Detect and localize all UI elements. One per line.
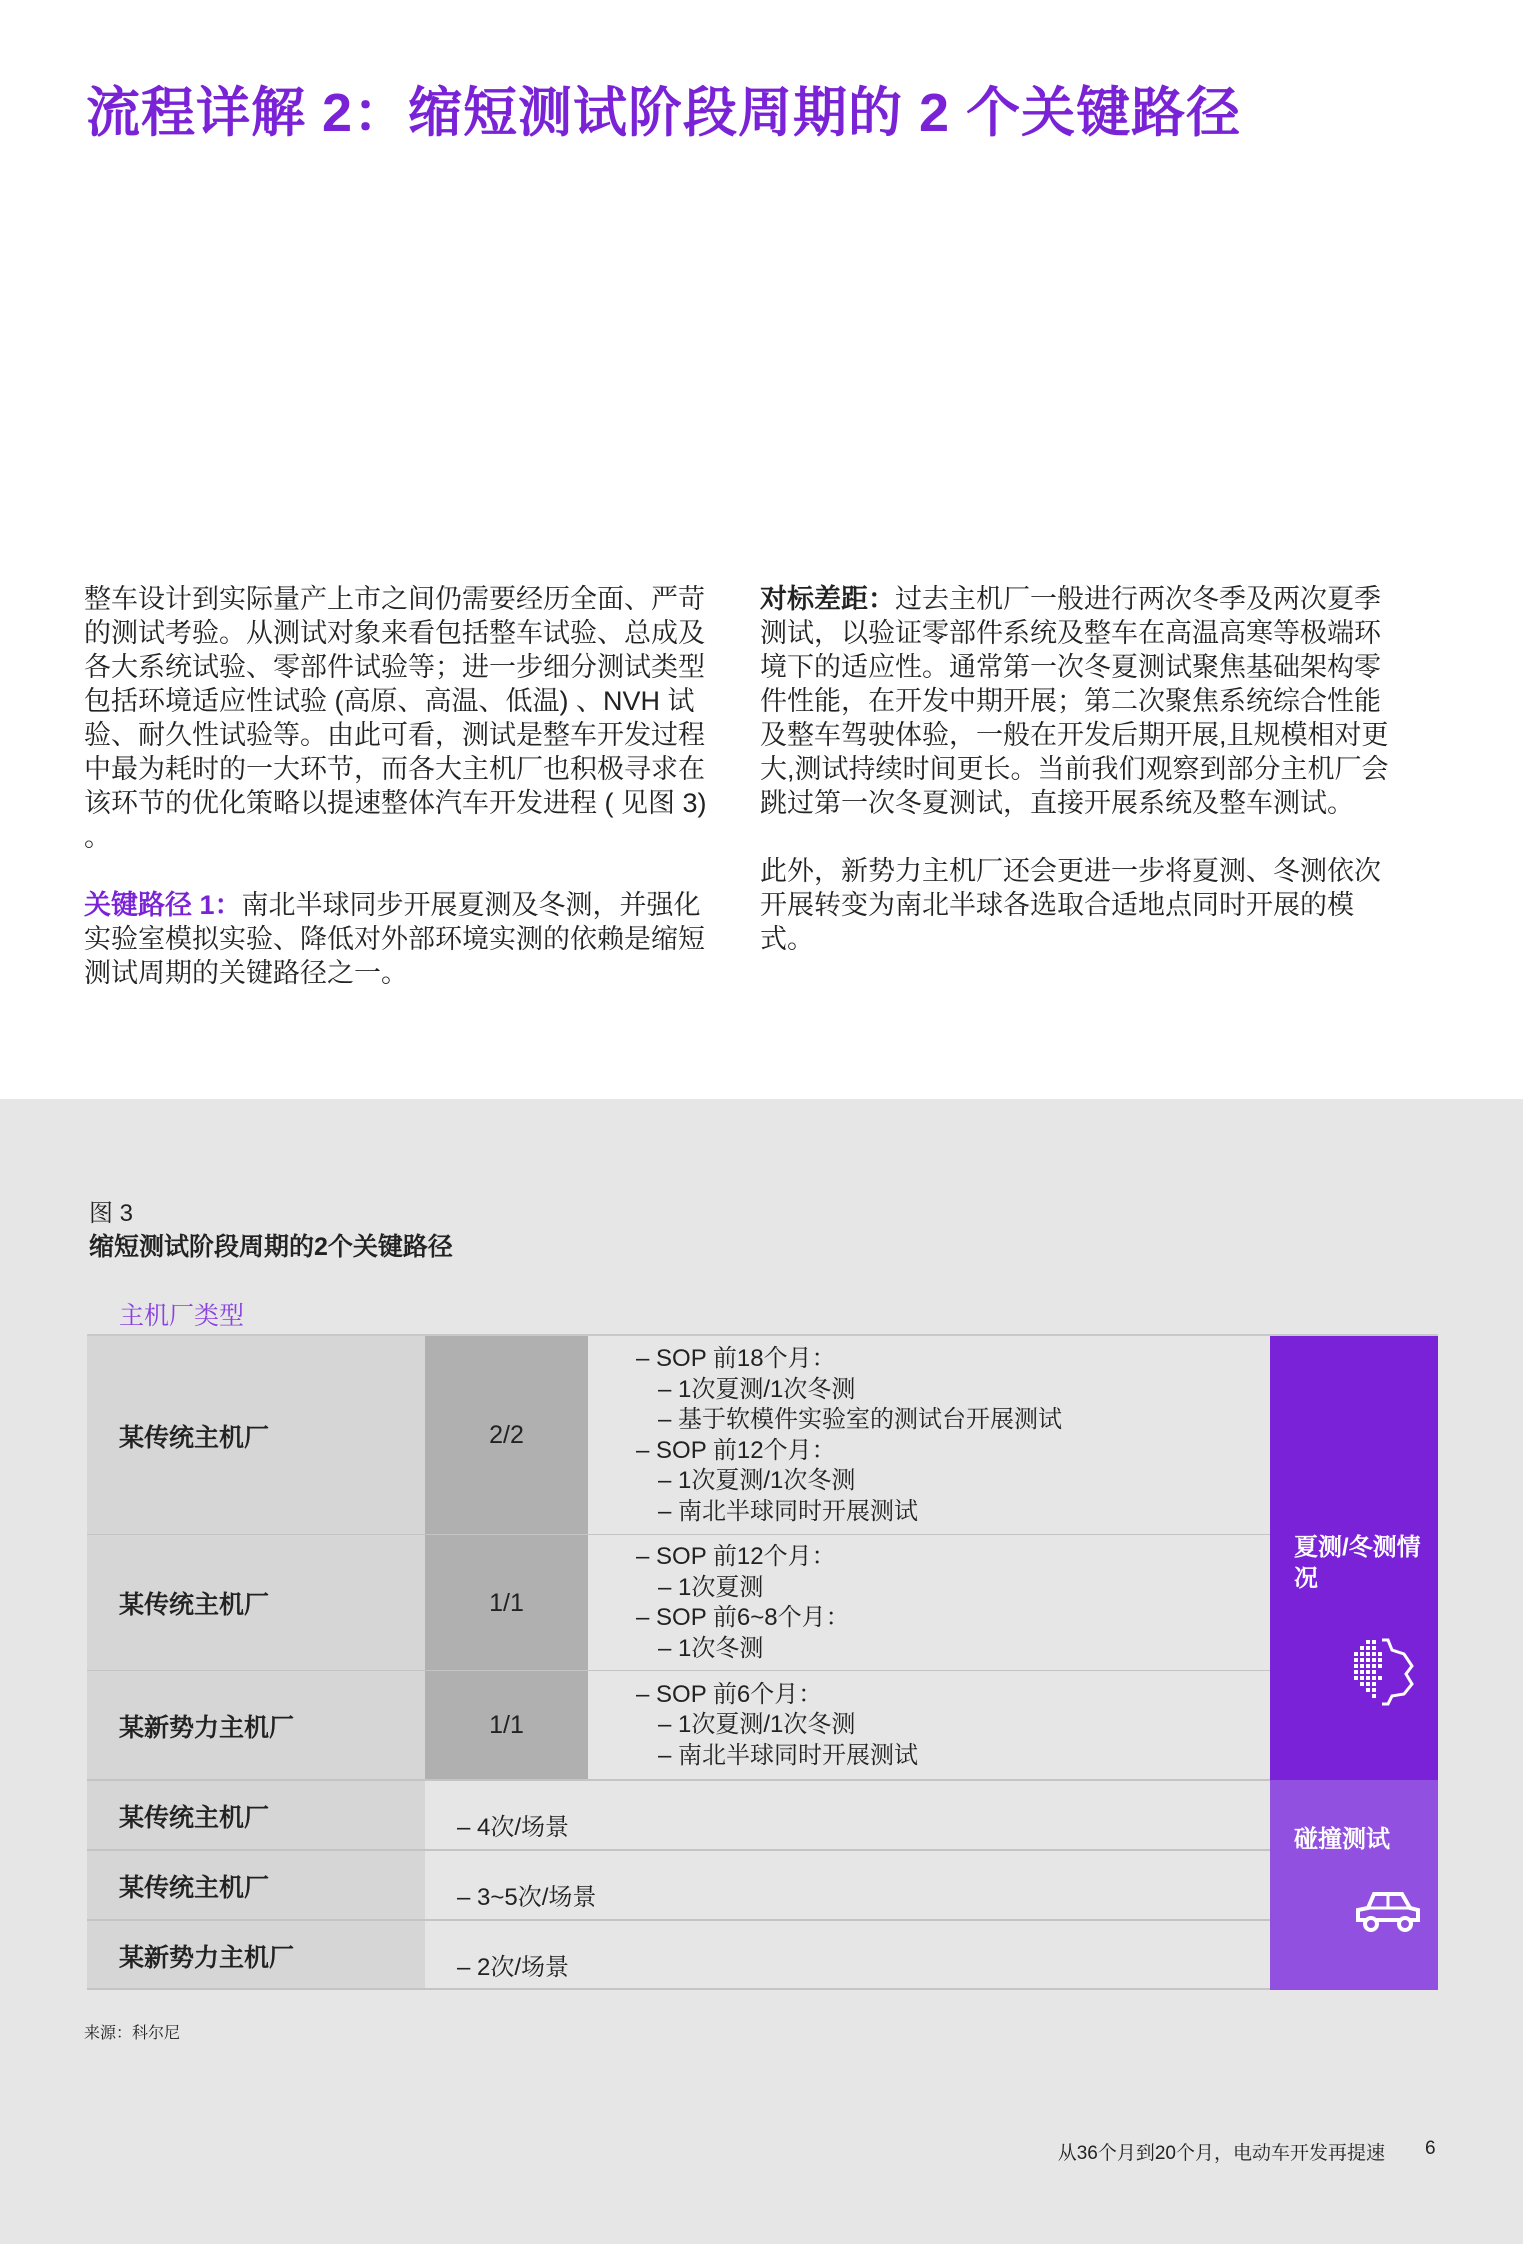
benchmark-paragraph [760, 582, 1400, 820]
test-ratio: 1/1 [425, 1535, 588, 1671]
detail-line: – 1次冬测 [658, 1634, 764, 1662]
detail-line: – 1次夏测 [658, 1573, 764, 1601]
test-details [588, 1671, 1270, 1780]
detail-line: – 南北半球同时开展测试 [658, 1741, 919, 1769]
detail-line: – SOP 前12个月： [636, 1436, 836, 1464]
oem-label: 某传统主机厂 [87, 1781, 425, 1850]
detail-line: – SOP 前6个月： [636, 1680, 823, 1708]
summer-winter-test-label: 夏测/冬测情况 [1294, 1534, 1421, 1592]
additional-paragraph: 此外，新势力主机厂还会更进一步将夏测、冬测依次开展转变为南北半球各选取合适地点同时开展的模式。 [760, 856, 1381, 954]
oem-label: 某传统主机厂 [87, 1336, 425, 1535]
test-ratio: 2/2 [425, 1336, 588, 1535]
oem-label: 某传统主机厂 [87, 1535, 425, 1671]
detail-line: – SOP 前18个月： [636, 1345, 836, 1372]
figure-number: 图 3 [89, 1200, 134, 1227]
gear-icon [1348, 1636, 1422, 1710]
figure-title: 缩短测试阶段周期的2个关键路径 [89, 1233, 453, 1261]
oem-type-header: 主机厂类型 [119, 1302, 245, 1330]
crash-test-count: – 2次/场景 [425, 1921, 1270, 1990]
detail-line: – SOP 前12个月： [636, 1543, 836, 1570]
page-number: 6 [1425, 2138, 1436, 2159]
table-bottom-border [87, 1988, 1438, 1990]
key-path-label: 关键路径 1： [84, 890, 242, 920]
summer-winter-test-panel [1270, 1336, 1438, 1780]
test-details [588, 1535, 1270, 1671]
benchmark-label: 对标差距： [760, 584, 895, 614]
footer-title: 从36个月到20个月，电动车开发再提速 [1057, 2143, 1385, 2164]
detail-line: – 基于软模件实验室的测试台开展测试 [658, 1406, 1063, 1433]
oem-label: 某传统主机厂 [87, 1851, 425, 1920]
test-details [588, 1336, 1270, 1535]
figure-source: 来源：科尔尼 [84, 2025, 181, 2042]
detail-line: – 南北半球同时开展测试 [658, 1497, 919, 1525]
benchmark-text: 过去主机厂一般进行两次冬季及两次夏季测试，以验证零部件系统及整车在高温高寒等极端环境下的适应性。通常第一次冬夏测试聚焦基础架构零件性能，在开发中期开展；第二次聚焦系统综合性能及整车驾驶体验，一般在开发后期开展,且规模相对更大,测试持续时间更长。当前我们观察到部分主机厂会跳过第一次冬夏测试，直接开展系统及整车测试。 [760, 584, 1389, 818]
key-path-paragraph [84, 888, 724, 990]
car-icon [1354, 1890, 1422, 1934]
detail-line: – SOP 前6~8个月： [636, 1604, 850, 1631]
crash-test-count: – 3~5次/场景 [425, 1851, 1270, 1920]
crash-test-count: – 4次/场景 [425, 1781, 1270, 1850]
crash-test-panel [1270, 1780, 1438, 1990]
left-column [84, 582, 724, 1024]
oem-label: 某新势力主机厂 [87, 1671, 425, 1780]
oem-label: 某新势力主机厂 [87, 1921, 425, 1990]
figure-table [87, 1334, 1438, 1990]
intro-paragraph: 整车设计到实际量产上市之间仍需要经历全面、严苛的测试考验。从测试对象来看包括整车试验、总成及各大系统试验、零部件试验等；进一步细分测试类型包括环境适应性试验 (高原、高温、低温) 、NVH 试验、耐久性试验等。由此可看，测试是整车开发过程中最为耗时的一大环节，而各大主机厂也积极寻求在该环节的优化策略以提速整体汽车开发进程 ( 见图 3) 。 [84, 584, 707, 852]
key-path-text: 南北半球同步开展夏测及冬测，并强化实验室模拟实验、降低对外部环境实测的依赖是缩短测试周期的关键路径之一。 [84, 890, 705, 988]
page-title: 流程详解 2：缩短测试阶段周期的 2 个关键路径 [86, 83, 1242, 143]
test-ratio: 1/1 [425, 1671, 588, 1780]
crash-test-label: 碰撞测试 [1294, 1826, 1390, 1853]
detail-line: – 1次夏测/1次冬测 [658, 1711, 856, 1739]
detail-line: – 1次夏测/1次冬测 [658, 1467, 856, 1494]
right-column [760, 582, 1400, 990]
detail-line: – 1次夏测/1次冬测 [658, 1375, 856, 1403]
